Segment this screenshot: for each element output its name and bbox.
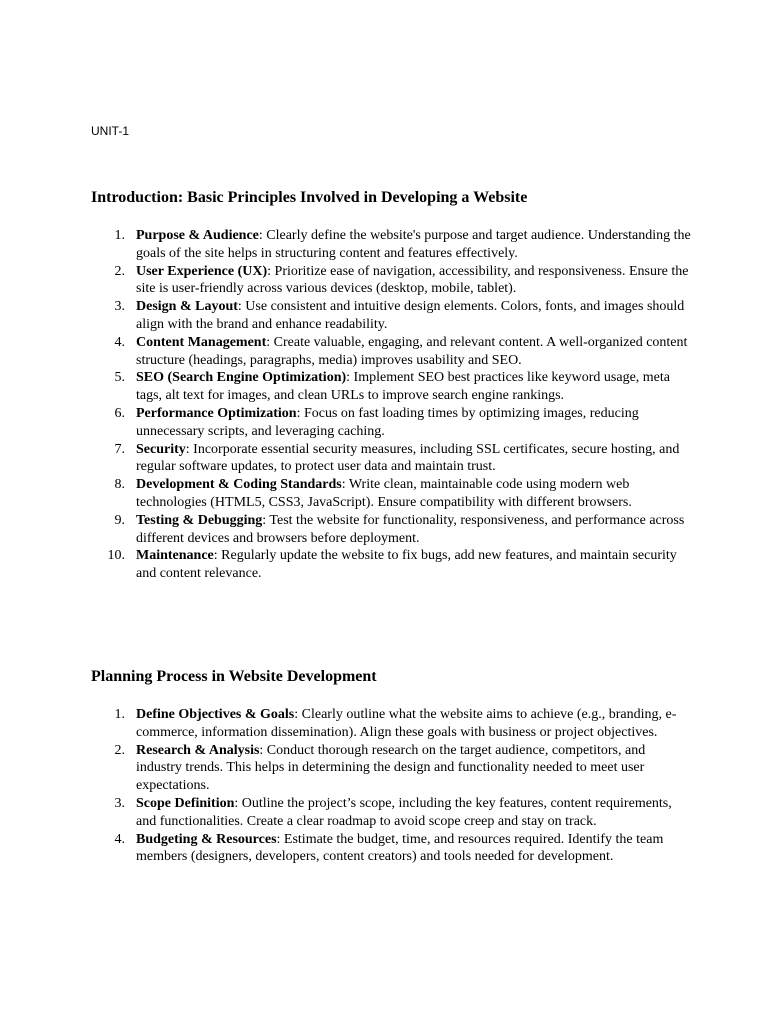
list-item xyxy=(91,795,691,831)
item-term: Scope Definition xyxy=(136,795,235,811)
item-text: : Incorporate essential security measures, including SSL certificates, secure hosting, and regular software updates, to protect user data and maintain trust. xyxy=(136,441,680,475)
list-item xyxy=(91,227,691,263)
item-number: 1. xyxy=(114,707,125,722)
item-number: 7. xyxy=(114,441,125,457)
list-item xyxy=(91,512,691,548)
item-number: 4. xyxy=(114,334,125,350)
item-number: 3. xyxy=(114,299,125,315)
item-text: : Write clean, maintainable code using modern web technologies (HTML5, CSS3, JavaScript). Ensure compatibility with different browsers. xyxy=(136,477,632,510)
principles-list xyxy=(91,227,691,583)
unit-label: UNIT-1 xyxy=(91,124,130,138)
item-number: 6. xyxy=(114,405,125,421)
item-text: : Create valuable, engaging, and relevant content. A well-organized content structure (headings, paragraphs, media) improves usability and SEO. xyxy=(136,334,688,368)
item-number: 8. xyxy=(114,477,125,493)
list-item xyxy=(91,263,691,299)
item-text: : Implement SEO best practices like keyword usage, meta tags, alt text for images, and clean URLs to improve search engine rankings. xyxy=(136,370,671,404)
item-term: Maintenance xyxy=(136,548,214,564)
item-number: 2. xyxy=(114,263,125,279)
item-number: 2. xyxy=(114,742,125,758)
item-number: 1. xyxy=(114,228,125,243)
item-term: Content Management xyxy=(136,334,267,350)
list-item xyxy=(91,369,691,405)
list-item xyxy=(91,298,691,334)
item-term: Design & Layout xyxy=(136,299,238,315)
item-term: Research & Analysis xyxy=(136,742,260,758)
item-text: : Test the website for functionality, responsiveness, and performance across different devices and browsers before deployment. xyxy=(136,512,685,546)
item-text: : Use consistent and intuitive design elements. Colors, fonts, and images should align with the brand and enhance readability. xyxy=(136,299,685,332)
section-heading-principles: Introduction: Basic Principles Involved in Developing a Website xyxy=(91,189,528,206)
item-text: : Regularly update the website to fix bugs, add new features, and maintain security and content relevance. xyxy=(136,548,677,582)
list-item xyxy=(91,441,691,477)
item-term: User Experience (UX) xyxy=(136,263,268,279)
item-number: 5. xyxy=(114,370,125,386)
item-number: 9. xyxy=(114,512,125,528)
item-text: : Focus on fast loading times by optimizing images, reducing unnecessary scripts, and leveraging caching. xyxy=(136,405,639,439)
list-item xyxy=(91,706,691,742)
section-heading-planning: Planning Process in Website Development xyxy=(91,668,377,685)
planning-list xyxy=(91,706,691,866)
item-term: Performance Optimization xyxy=(136,405,297,421)
list-item xyxy=(91,476,691,512)
item-text: : Outline the project’s scope, including the key features, content requirements, and functionalities. Create a clear roadmap to avoid scope creep and stay on track. xyxy=(136,795,672,829)
item-term: Budgeting & Resources xyxy=(136,831,277,847)
item-text: : Estimate the budget, time, and resources required. Identify the team members (designers, developers, content creators) and tools needed for development. xyxy=(136,831,664,865)
item-text: : Clearly outline what the website aims to achieve (e.g., branding, e-commerce, information dissemination). Align these goals with business or project objectives. xyxy=(136,707,677,740)
item-term: Security xyxy=(136,441,186,457)
list-item xyxy=(91,334,691,370)
list-item xyxy=(91,405,691,441)
item-number: 4. xyxy=(114,831,125,847)
list-item xyxy=(91,831,691,867)
item-number: 3. xyxy=(114,795,125,811)
item-text: : Clearly define the website's purpose and target audience. Understanding the goals of the site helps in structuring content and features effectively. xyxy=(136,228,691,261)
item-text: : Conduct thorough research on the target audience, competitors, and industry trends. This helps in determining the design and functionality needed to meet user expectations. xyxy=(136,742,646,794)
item-term: SEO (Search Engine Optimization) xyxy=(136,370,347,386)
item-term: Testing & Debugging xyxy=(136,512,263,528)
list-item xyxy=(91,547,691,583)
item-term: Define Objectives & Goals xyxy=(136,707,295,722)
item-text: : Prioritize ease of navigation, accessibility, and responsiveness. Ensure the site is user-friendly across various devices (desktop, mobile, tablet). xyxy=(136,263,689,297)
list-item xyxy=(91,742,691,795)
item-number: 10. xyxy=(107,548,125,564)
item-term: Purpose & Audience xyxy=(136,228,259,243)
item-term: Development & Coding Standards xyxy=(136,477,342,493)
